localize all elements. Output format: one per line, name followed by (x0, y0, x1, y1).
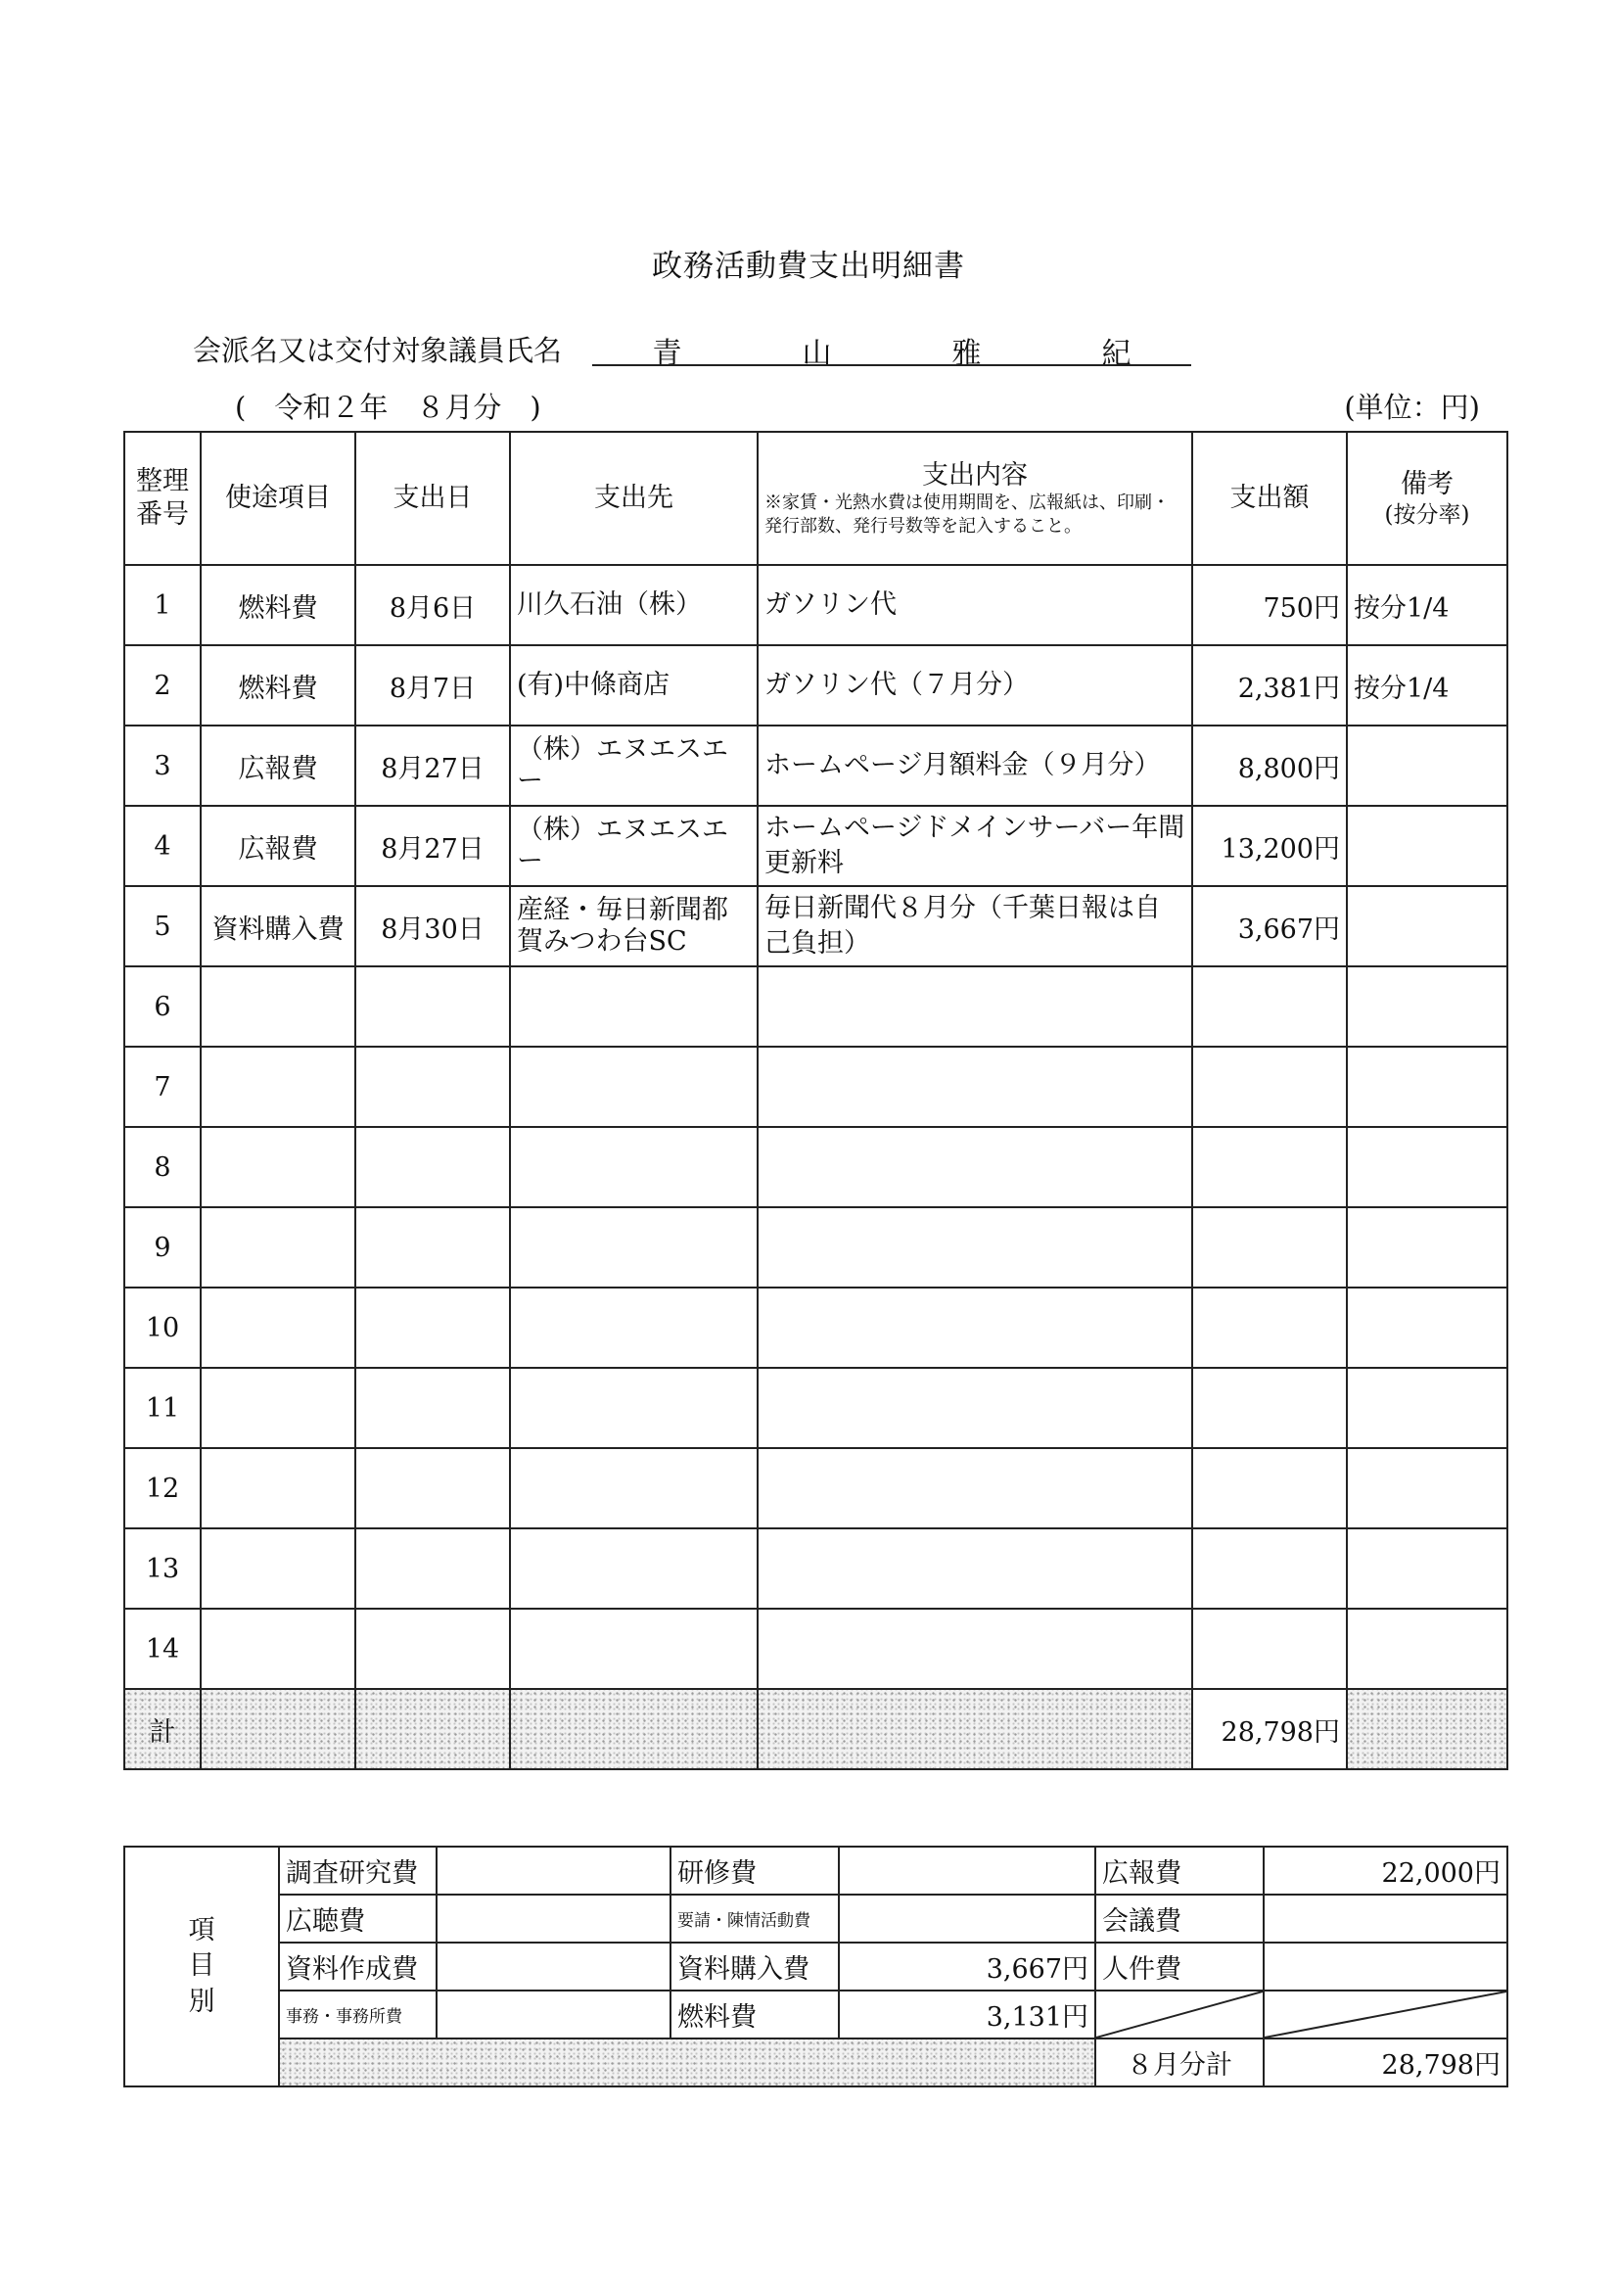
table-row (124, 565, 1507, 645)
table-row (124, 645, 1507, 726)
summary-label: 研修費 (670, 1847, 839, 1895)
row-payee (510, 1609, 758, 1689)
row-number: 4 (124, 806, 201, 886)
summary-label: 要請・陳情活動費 (670, 1895, 839, 1943)
row-remarks (1347, 1047, 1507, 1127)
table-row (124, 1528, 1507, 1609)
diagonal-line (1096, 1991, 1263, 2038)
table-row (124, 966, 1507, 1047)
row-content (758, 1368, 1192, 1448)
member-name-char: 紀 (1101, 337, 1132, 371)
header-number: 整理 番号 (124, 432, 201, 565)
row-category (201, 1127, 355, 1207)
row-date (355, 1609, 510, 1689)
row-content (758, 1127, 1192, 1207)
summary-value (437, 1991, 670, 2038)
row-amount: 2,381円 (1192, 645, 1347, 726)
header-remarks-label: 備考 (1401, 468, 1454, 499)
row-payee: （株）エヌエスエー (510, 726, 758, 806)
shaded-cell (510, 1689, 758, 1769)
month-total-label: ８月分計 (1095, 2038, 1264, 2086)
row-remarks: 按分1/4 (1347, 565, 1507, 645)
summary-label: 調査研究費 (279, 1847, 437, 1895)
summary-value (839, 1895, 1095, 1943)
name-underline (592, 364, 1191, 366)
row-number: 12 (124, 1448, 201, 1528)
table-row (124, 886, 1507, 966)
row-category (201, 1448, 355, 1528)
row-payee: （株）エヌエスエー (510, 806, 758, 886)
shaded-cell (758, 1689, 1192, 1769)
row-remarks (1347, 1127, 1507, 1207)
row-payee (510, 1448, 758, 1528)
category-summary-table (123, 1846, 1508, 2087)
header-amount: 支出額 (1192, 432, 1347, 565)
row-payee: 川久石油（株） (510, 565, 758, 645)
row-amount: 13,200円 (1192, 806, 1347, 886)
row-amount: 8,800円 (1192, 726, 1347, 806)
summary-value (1264, 1895, 1507, 1943)
row-content (758, 1609, 1192, 1689)
row-content (758, 1528, 1192, 1609)
row-payee (510, 1207, 758, 1288)
summary-side-label: 項 目 別 (124, 1847, 279, 2086)
row-date (355, 1288, 510, 1368)
row-number: 3 (124, 726, 201, 806)
row-content: ホームページドメインサーバー年間更新料 (758, 806, 1192, 886)
month-total-value: 28,798円 (1264, 2038, 1507, 2086)
row-category (201, 1528, 355, 1609)
summary-value: 3,667円 (839, 1943, 1095, 1991)
document-title: 政務活動費支出明細書 (652, 249, 965, 284)
table-row (124, 1288, 1507, 1368)
summary-value (437, 1847, 670, 1895)
row-content: ガソリン代 (758, 565, 1192, 645)
summary-label: 会議費 (1095, 1895, 1264, 1943)
summary-value (839, 1847, 1095, 1895)
row-category (201, 1047, 355, 1127)
header-row (124, 432, 1507, 565)
row-date: 8月6日 (355, 565, 510, 645)
table-row (124, 1448, 1507, 1528)
row-date (355, 966, 510, 1047)
header-content-label: 支出内容 (922, 459, 1028, 491)
row-date (355, 1047, 510, 1127)
row-amount: 3,667円 (1192, 886, 1347, 966)
header-content (758, 432, 1192, 565)
shaded-cell (355, 1689, 510, 1769)
row-payee (510, 1528, 758, 1609)
row-payee (510, 966, 758, 1047)
summary-value (1264, 1943, 1507, 1991)
row-amount (1192, 1288, 1347, 1368)
row-remarks (1347, 1288, 1507, 1368)
summary-label: 事務・事務所費 (279, 1991, 437, 2038)
row-date (355, 1368, 510, 1448)
shaded-cell (201, 1689, 355, 1769)
row-number: 11 (124, 1368, 201, 1448)
row-number: 7 (124, 1047, 201, 1127)
row-remarks (1347, 1207, 1507, 1288)
row-number: 1 (124, 565, 201, 645)
row-remarks (1347, 726, 1507, 806)
row-date (355, 1207, 510, 1288)
row-payee: (有)中條商店 (510, 645, 758, 726)
unit-label: (単位：円) (1344, 391, 1480, 424)
row-number: 8 (124, 1127, 201, 1207)
row-date: 8月27日 (355, 806, 510, 886)
shaded-cell (279, 2038, 1095, 2086)
row-category: 燃料費 (201, 645, 355, 726)
table-row (124, 1047, 1507, 1127)
row-amount (1192, 1528, 1347, 1609)
row-category (201, 1207, 355, 1288)
diagonal-strike-cell (1095, 1991, 1264, 2038)
summary-value: 3,131円 (839, 1991, 1095, 2038)
summary-label: 資料購入費 (670, 1943, 839, 1991)
summary-label: 資料作成費 (279, 1943, 437, 1991)
shaded-cell (1347, 1689, 1507, 1769)
table-row (124, 1207, 1507, 1288)
row-amount (1192, 966, 1347, 1047)
row-number: 9 (124, 1207, 201, 1288)
row-payee: 産経・毎日新聞都賀みつわ台SC (510, 886, 758, 966)
row-date: 8月27日 (355, 726, 510, 806)
row-remarks (1347, 1528, 1507, 1609)
summary-label: 広聴費 (279, 1895, 437, 1943)
row-date (355, 1127, 510, 1207)
row-payee (510, 1288, 758, 1368)
summary-value: 22,000円 (1264, 1847, 1507, 1895)
row-amount (1192, 1047, 1347, 1127)
row-remarks (1347, 1448, 1507, 1528)
row-amount (1192, 1207, 1347, 1288)
row-payee (510, 1047, 758, 1127)
header-content-note: ※家賃・光熱水費は使用期間を、広報紙は、印刷・発行部数、発行号数等を記入すること。 (764, 492, 1170, 537)
row-content (758, 1047, 1192, 1127)
row-amount (1192, 1127, 1347, 1207)
row-remarks: 按分1/4 (1347, 645, 1507, 726)
row-category (201, 1368, 355, 1448)
table-row (124, 726, 1507, 806)
row-number: 14 (124, 1609, 201, 1689)
row-number: 13 (124, 1528, 201, 1609)
member-name-char: 山 (802, 337, 832, 371)
row-date: 8月7日 (355, 645, 510, 726)
header-category: 使途項目 (201, 432, 355, 565)
summary-value (437, 1895, 670, 1943)
total-label: 計 (124, 1689, 201, 1769)
summary-value (437, 1943, 670, 1991)
row-remarks (1347, 966, 1507, 1047)
row-amount (1192, 1609, 1347, 1689)
header-remarks (1347, 432, 1507, 565)
table-row (124, 1127, 1507, 1207)
header-remarks-sub: (按分率) (1384, 501, 1470, 528)
diagonal-line (1265, 1991, 1506, 2038)
row-content (758, 1448, 1192, 1528)
header-payee: 支出先 (510, 432, 758, 565)
summary-label: 燃料費 (670, 1991, 839, 2038)
table-row (124, 1609, 1507, 1689)
summary-label: 人件費 (1095, 1943, 1264, 1991)
row-number: 6 (124, 966, 201, 1047)
row-content: ホームページ月額料金（９月分） (758, 726, 1192, 806)
row-category: 資料購入費 (201, 886, 355, 966)
row-amount (1192, 1448, 1347, 1528)
period: ( 令和２年 ８月分 ) (235, 391, 541, 424)
row-payee (510, 1368, 758, 1448)
total-amount: 28,798円 (1192, 1689, 1347, 1769)
row-number: 10 (124, 1288, 201, 1368)
row-amount: 750円 (1192, 565, 1347, 645)
row-amount (1192, 1368, 1347, 1448)
row-content (758, 1288, 1192, 1368)
row-category (201, 1288, 355, 1368)
diagonal-strike-cell (1264, 1991, 1507, 2038)
row-category (201, 1609, 355, 1689)
total-row (124, 1689, 1507, 1769)
row-remarks (1347, 886, 1507, 966)
table-row (124, 806, 1507, 886)
row-date (355, 1528, 510, 1609)
name-label: 会派名又は交付対象議員氏名 (193, 334, 563, 367)
row-number: 2 (124, 645, 201, 726)
row-content: ガソリン代（７月分） (758, 645, 1192, 726)
row-date (355, 1448, 510, 1528)
member-name-char: 雅 (951, 337, 982, 371)
row-remarks (1347, 1368, 1507, 1448)
row-date: 8月30日 (355, 886, 510, 966)
member-name-char: 青 (652, 337, 682, 371)
row-remarks (1347, 1609, 1507, 1689)
row-category: 広報費 (201, 726, 355, 806)
header-date: 支出日 (355, 432, 510, 565)
row-content (758, 1207, 1192, 1288)
row-payee (510, 1127, 758, 1207)
expense-table (123, 431, 1508, 1770)
table-row (124, 1368, 1507, 1448)
row-category: 燃料費 (201, 565, 355, 645)
row-remarks (1347, 806, 1507, 886)
row-content (758, 966, 1192, 1047)
row-category (201, 966, 355, 1047)
row-category: 広報費 (201, 806, 355, 886)
summary-label: 広報費 (1095, 1847, 1264, 1895)
row-content: 毎日新聞代８月分（千葉日報は自己負担） (758, 886, 1192, 966)
row-number: 5 (124, 886, 201, 966)
